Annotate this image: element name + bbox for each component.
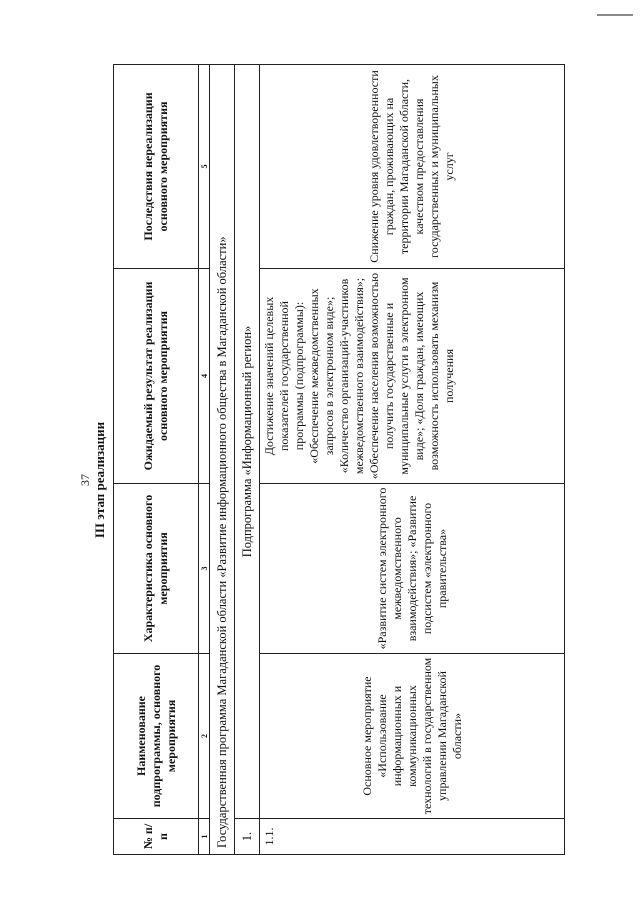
column-number-row (199, 65, 210, 855)
activity-name: Основное мероприятие «Использование информационных и коммуникационных технологий в государственном управлении Магаданской области» (260, 654, 565, 819)
page-title: III этап реализации (92, 421, 107, 539)
program-row (210, 65, 235, 855)
table-header-row (114, 65, 199, 855)
implementation-table (113, 64, 565, 855)
column-number: 4 (199, 269, 210, 484)
column-number: 1 (199, 819, 210, 855)
scan-edge-mark (597, 14, 633, 16)
column-number: 5 (199, 65, 210, 269)
activity-consequences: Снижение уровня удовлетворенности граждан, проживающих на территории Магаданской области, качеством предоставления государственных и муниципальных услуг (260, 65, 565, 269)
header-characteristics: Характеристика основного мероприятия (114, 484, 199, 654)
activity-number: 1.1. (260, 819, 565, 855)
landscape-page (75, 55, 565, 905)
activity-row (260, 65, 565, 855)
subprogram-title: Подпрограмма «Информационный регион» (235, 65, 260, 819)
activity-characteristics: «Развитие систем электронного межведомственного взаимодействия»; «Развитие подсистем «электронного правительства» (260, 484, 565, 654)
program-title: Государственная программа Магаданской области «Развитие информационного общества в Магаданской области» (210, 65, 235, 855)
subprogram-row (235, 65, 260, 855)
column-number: 3 (199, 484, 210, 654)
header-expected-result: Ожидаемый результат реализации основного мероприятия (114, 269, 199, 484)
header-number-label: № п/п (141, 823, 170, 850)
header-number (114, 819, 199, 855)
header-name: Наименование подпрограммы, основного мероприятия (114, 654, 199, 819)
header-consequences: Последствия нереализации основного мероприятия (114, 65, 199, 269)
subprogram-number: 1. (235, 819, 260, 855)
column-number: 2 (199, 654, 210, 819)
page-number: 37 (78, 474, 92, 486)
activity-expected-result: Достижение значений целевых показателей государственной программы (подпрограммы): «Обеспечение межведомственных запросов в электронном виде»; «Количество организаций-участников межведомственного взаимодействия»; «Обеспечение населения возможностью получить государственные и муниципальные услуги в электронном виде»; «Доля граждан, имеющих возможность использовать механизм получения (260, 269, 565, 484)
